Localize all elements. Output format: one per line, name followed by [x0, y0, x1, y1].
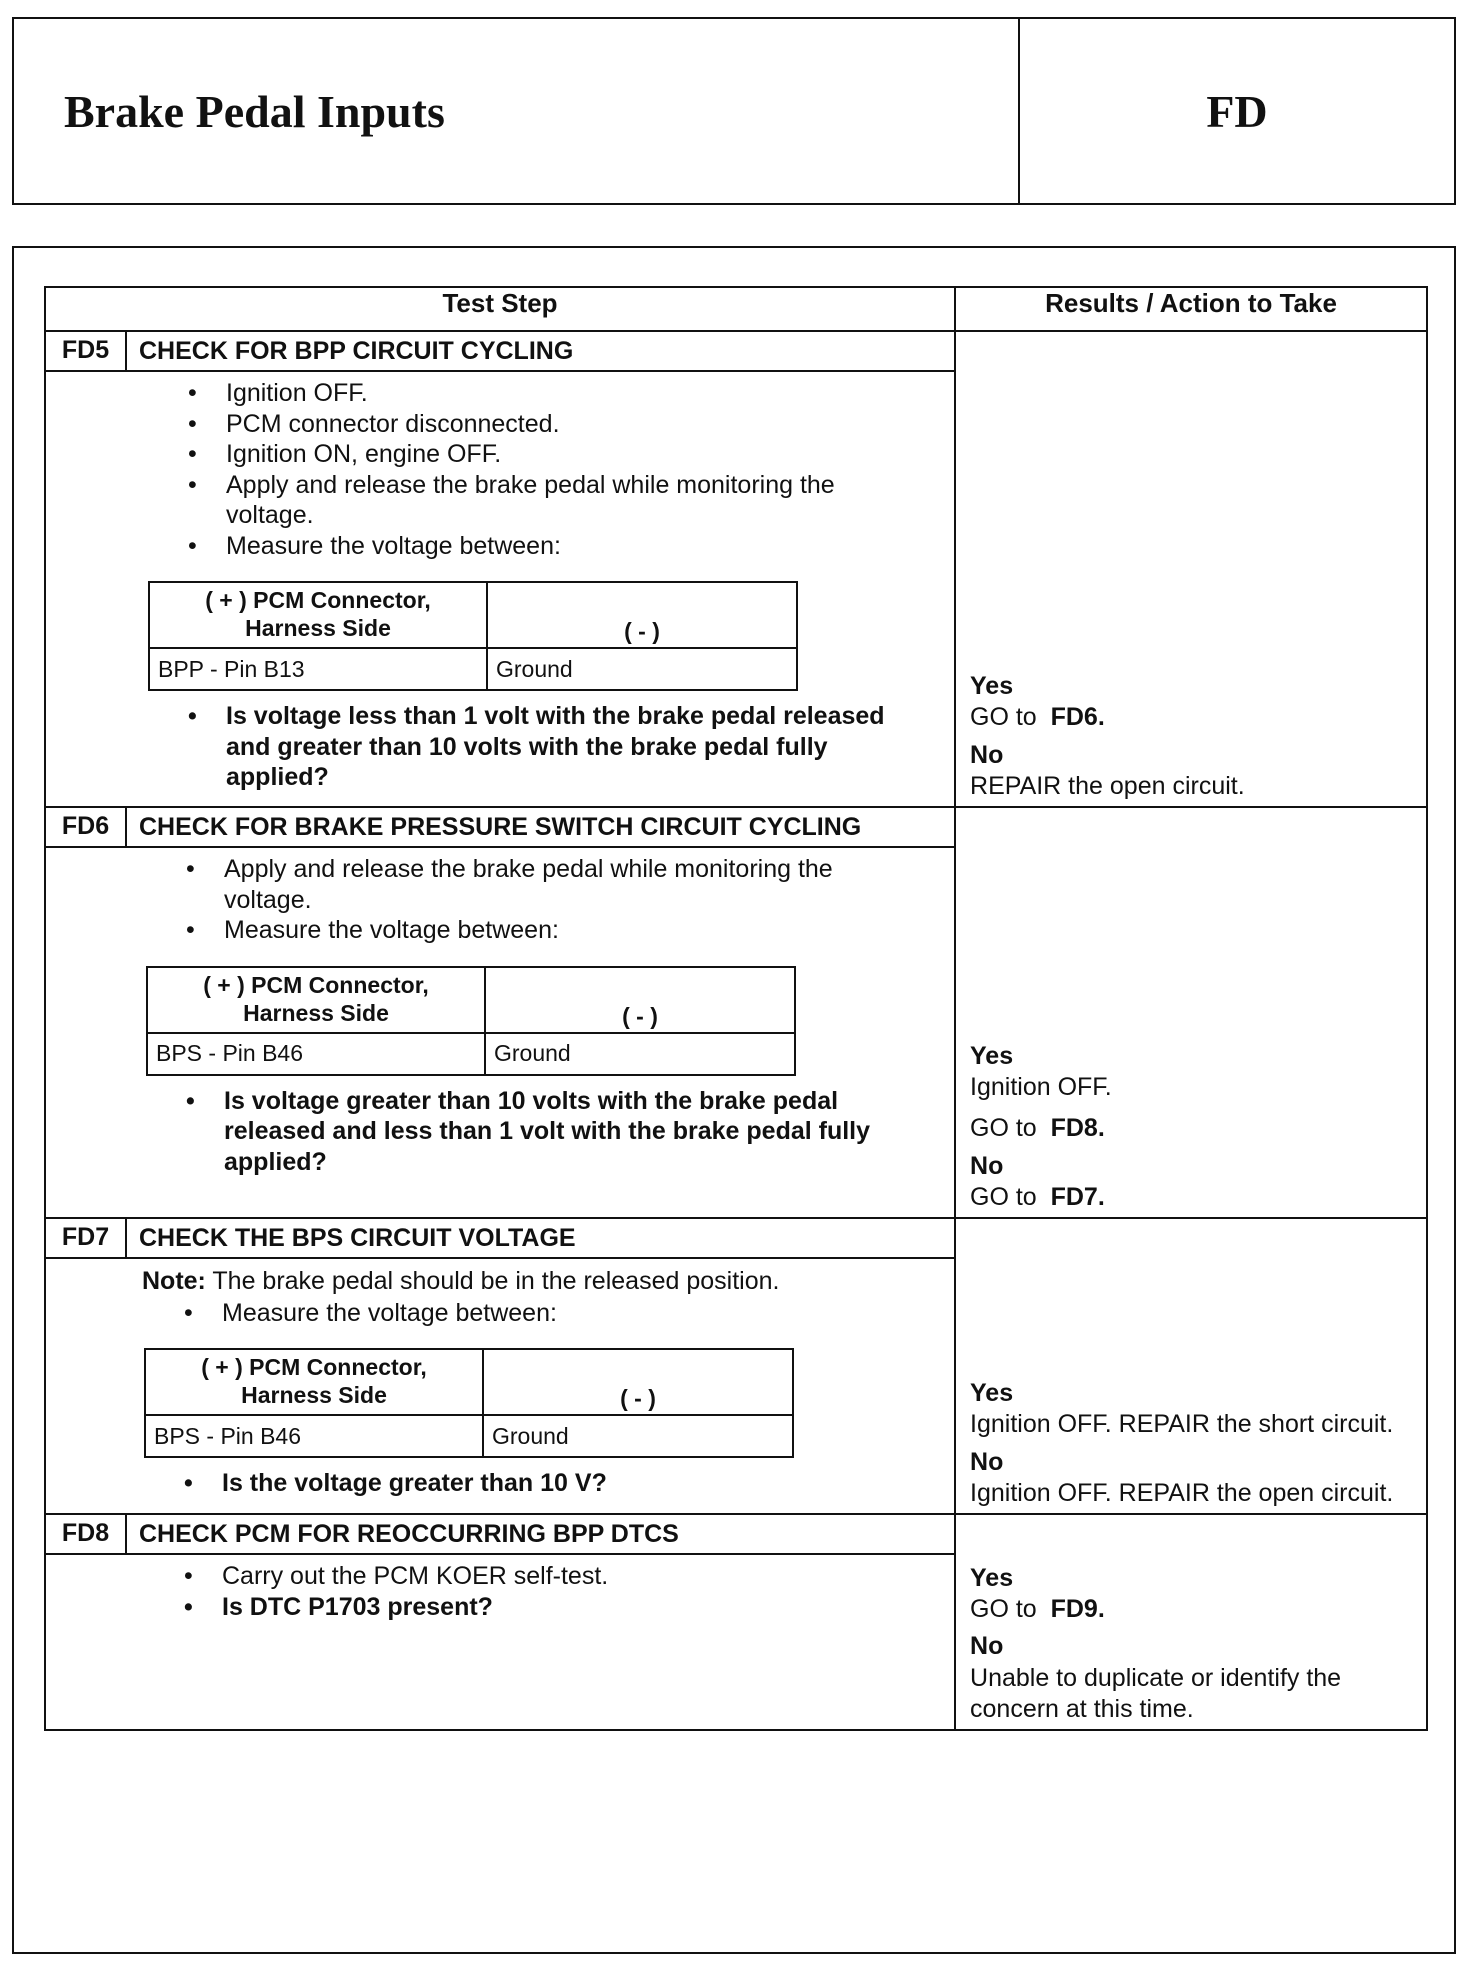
step-question: • Is DTC P1703 present?	[182, 1592, 894, 1623]
positive-column-header: ( + ) PCM Connector, Harness Side	[149, 582, 487, 648]
yes-action: Ignition OFF. REPAIR the short circuit.	[970, 1410, 1394, 1439]
positive-pin: BPS - Pin B46	[145, 1415, 483, 1457]
list-item: • Ignition ON, engine OFF.	[186, 439, 894, 470]
step-question: • Is the voltage greater than 10 V?	[182, 1468, 894, 1499]
yes-label: Yes	[970, 1563, 1014, 1592]
negative-pin: Ground	[485, 1033, 795, 1075]
no-action: Ignition OFF. REPAIR the open circuit.	[970, 1478, 1394, 1507]
step-id: FD7	[45, 1218, 126, 1258]
no-action: GO to FD7.	[970, 1182, 1105, 1211]
negative-column-header: ( - )	[483, 1349, 793, 1415]
no-label: No	[970, 1447, 1004, 1476]
positive-column-header: ( + ) PCM Connector, Harness Side	[147, 967, 485, 1033]
list-item: • Measure the voltage between:	[186, 531, 894, 562]
yes-label: Yes	[970, 672, 1014, 700]
no-action: REPAIR the open circuit.	[970, 771, 1245, 800]
measurement-table	[148, 581, 798, 691]
measurement-table	[146, 966, 796, 1076]
step-id: FD8	[45, 1514, 126, 1554]
step-question: • Is voltage greater than 10 volts with the brake pedal released and less than 1 volt with the brake pedal fully applied?	[184, 1086, 894, 1178]
yes-action-goto: GO to FD8.	[970, 1114, 1105, 1143]
section-code: FD	[1206, 85, 1268, 137]
list-item: • Carry out the PCM KOER self-test.	[182, 1561, 894, 1592]
step-id: FD5	[45, 331, 126, 371]
step-result	[955, 807, 1427, 1218]
step-note: Note: The brake pedal should be in the released position.	[142, 1267, 780, 1295]
list-item: • Measure the voltage between:	[184, 915, 894, 946]
page-title: Brake Pedal Inputs	[14, 19, 1020, 203]
step-title: CHECK THE BPS CIRCUIT VOLTAGE	[126, 1218, 955, 1258]
step-bullets	[182, 1561, 894, 1622]
step-body	[45, 1258, 955, 1514]
yes-action: GO to FD6.	[970, 703, 1105, 732]
list-item: • Measure the voltage between:	[182, 1298, 894, 1329]
no-label: No	[970, 740, 1004, 769]
step-result	[955, 1218, 1427, 1514]
step-title-row	[45, 807, 1427, 847]
positive-pin: BPS - Pin B46	[147, 1033, 485, 1075]
no-label: No	[970, 1632, 1004, 1661]
step-body	[45, 847, 955, 1218]
table-header-row	[45, 287, 1427, 331]
positive-column-header: ( + ) PCM Connector, Harness Side	[145, 1349, 483, 1415]
yes-action: Ignition OFF.	[970, 1073, 1112, 1101]
step-title-row	[45, 1218, 1427, 1258]
step-question: • Is voltage less than 1 volt with the brake pedal released and greater than 10 volts with the brake pedal fully applied?	[186, 701, 894, 793]
step-bullets	[186, 378, 894, 561]
list-item: • Ignition OFF.	[186, 378, 894, 409]
page-header	[12, 17, 1456, 205]
test-step-header: Test Step	[45, 287, 955, 331]
no-label: No	[970, 1151, 1004, 1180]
negative-column-header: ( - )	[485, 967, 795, 1033]
list-item: • Apply and release the brake pedal while monitoring the voltage.	[184, 854, 894, 915]
negative-pin: Ground	[487, 648, 797, 690]
yes-action: GO to FD9.	[970, 1595, 1105, 1623]
list-item: • Apply and release the brake pedal while monitoring the voltage.	[186, 470, 894, 531]
step-id: FD6	[45, 807, 126, 847]
diagnostic-table	[44, 286, 1428, 1731]
step-body	[45, 371, 955, 807]
results-header: Results / Action to Take	[955, 287, 1427, 331]
list-item: • PCM connector disconnected.	[186, 409, 894, 440]
step-title: CHECK FOR BRAKE PRESSURE SWITCH CIRCUIT CYCLING	[126, 807, 955, 847]
no-action: Unable to duplicate or identify the concern at this time.	[970, 1663, 1342, 1723]
step-title-row	[45, 1514, 1427, 1554]
negative-pin: Ground	[483, 1415, 793, 1457]
measurement-table	[144, 1348, 794, 1458]
step-title-row	[45, 331, 1427, 371]
yes-label: Yes	[970, 1041, 1014, 1070]
step-bullets	[182, 1298, 894, 1329]
negative-column-header: ( - )	[487, 582, 797, 648]
step-result	[955, 331, 1427, 807]
step-title: CHECK PCM FOR REOCCURRING BPP DTCS	[126, 1514, 955, 1554]
positive-pin: BPP - Pin B13	[149, 648, 487, 690]
yes-label: Yes	[970, 1379, 1014, 1407]
step-bullets	[184, 854, 894, 946]
step-body	[45, 1554, 955, 1730]
step-result	[955, 1514, 1427, 1730]
step-title: CHECK FOR BPP CIRCUIT CYCLING	[126, 331, 955, 371]
